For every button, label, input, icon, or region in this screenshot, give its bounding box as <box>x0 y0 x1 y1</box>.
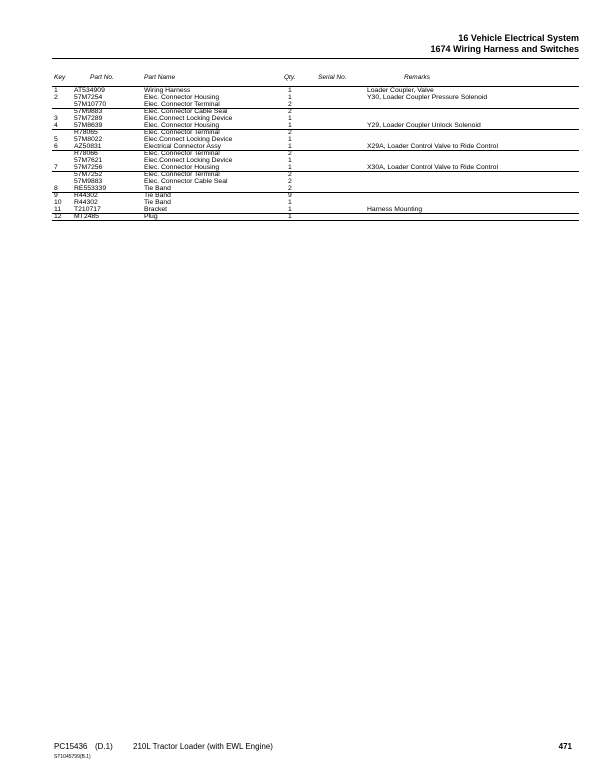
row-qty: 2 <box>288 178 292 185</box>
col-header-qty: Qty. <box>284 74 296 81</box>
row-remarks: X29A, Loader Control Valve to Ride Control <box>367 143 498 150</box>
row-key: 3 <box>54 115 58 122</box>
group-title: 1674 Wiring Harness and Switches <box>430 44 579 54</box>
row-remarks: Y30, Loader Coupler Pressure Solenoid <box>367 94 488 101</box>
row-part-no: R44302 <box>74 199 98 206</box>
row-qty: 1 <box>288 136 292 143</box>
row-key: 4 <box>54 122 58 129</box>
page-number: 471 <box>558 742 572 751</box>
row-part-name: Bracket <box>144 206 168 213</box>
row-part-name: Elec.Connect Locking Device <box>144 136 233 143</box>
row-key: 7 <box>54 164 58 171</box>
table-row <box>0 101 600 108</box>
table-row <box>0 129 600 136</box>
table-row <box>0 108 600 115</box>
header-divider <box>52 58 579 59</box>
table-row <box>0 94 600 101</box>
table-row <box>0 136 600 143</box>
row-part-name: Elec. Connector Terminal <box>144 171 220 178</box>
row-part-name: Elec.Connect Locking Device <box>144 115 233 122</box>
row-part-name: Elec. Connector Terminal <box>144 150 220 157</box>
row-part-no: R44302 <box>74 192 98 199</box>
row-qty: 1 <box>288 199 292 206</box>
table-row <box>0 213 600 220</box>
row-part-name: Plug <box>144 213 158 220</box>
row-part-name: Elec.Connect Locking Device <box>144 157 233 164</box>
table-row <box>0 87 600 94</box>
row-qty: 2 <box>288 185 292 192</box>
row-qty: 2 <box>288 129 292 136</box>
row-key: 12 <box>54 213 62 220</box>
table-row <box>0 178 600 185</box>
row-key: 2 <box>54 94 58 101</box>
table-row <box>0 150 600 157</box>
row-part-name: Elec. Connector Housing <box>144 122 220 129</box>
col-header-key: Key <box>54 74 66 81</box>
row-key: 9 <box>54 192 58 199</box>
col-header-part-no: Part No. <box>90 74 114 81</box>
row-part-no: 57M9883 <box>74 108 103 115</box>
row-qty: 1 <box>288 164 292 171</box>
row-qty: 1 <box>288 87 292 94</box>
row-key: 8 <box>54 185 58 192</box>
table-row <box>0 122 600 129</box>
col-header-part-name: Part Name <box>144 74 176 81</box>
row-qty: 9 <box>288 192 292 199</box>
col-header-serial-no: Serial No. <box>318 74 347 81</box>
row-qty: 1 <box>288 115 292 122</box>
row-part-name: Elec. Connector Terminal <box>144 129 220 136</box>
table-row <box>0 157 600 164</box>
row-part-name: Elec. Connector Cable Seal <box>144 108 228 115</box>
row-part-no: T210717 <box>74 206 101 213</box>
row-key: 5 <box>54 136 58 143</box>
table-row <box>0 192 600 199</box>
row-qty: 1 <box>288 94 292 101</box>
table-row <box>0 206 600 213</box>
section-title: 16 Vehicle Electrical System <box>458 33 579 43</box>
row-part-no: RE553339 <box>74 185 107 192</box>
row-part-no: 57M7289 <box>74 115 103 122</box>
row-part-no: AZ50831 <box>74 143 102 150</box>
row-qty: 1 <box>288 157 292 164</box>
row-qty: 2 <box>288 171 292 178</box>
footer-revision: (D.1) <box>95 742 113 751</box>
table-row <box>0 143 600 150</box>
row-qty: 1 <box>288 122 292 129</box>
table-row <box>0 171 600 178</box>
row-qty: 2 <box>288 150 292 157</box>
row-key: 1 <box>54 87 58 94</box>
row-qty: 1 <box>288 206 292 213</box>
row-key: 11 <box>54 206 62 213</box>
row-qty: 2 <box>288 101 292 108</box>
row-part-no: 57M7254 <box>74 94 103 101</box>
row-qty: 1 <box>288 143 292 150</box>
row-part-name: Electrical Connector Assy <box>144 143 222 150</box>
table-row <box>0 185 600 192</box>
row-part-no: AT534909 <box>74 87 105 94</box>
row-part-no: R78066 <box>74 150 98 157</box>
row-part-name: Elec. Connector Terminal <box>144 101 220 108</box>
row-part-name: Elec. Connector Housing <box>144 94 220 101</box>
table-row <box>0 199 600 206</box>
footer-title: 210L Tractor Loader (with EWL Engine) <box>133 742 273 751</box>
footer-doc-code: PC15436 <box>54 742 88 751</box>
row-part-no: 57M7256 <box>74 164 103 171</box>
row-part-no: 57M7252 <box>74 171 103 178</box>
row-part-no: MT2485 <box>74 213 99 220</box>
row-part-name: Tie Band <box>144 199 171 206</box>
table-row <box>0 115 600 122</box>
footer-ref: ST1045799(B.1) <box>54 754 91 760</box>
row-part-no: 57M8639 <box>74 122 103 129</box>
col-header-remarks: Remarks <box>404 74 431 81</box>
row-part-no: 57M10770 <box>74 101 107 108</box>
row-part-no: R78065 <box>74 129 98 136</box>
row-part-no: 57M9883 <box>74 178 103 185</box>
row-qty: 1 <box>288 213 292 220</box>
row-part-no: 57M8022 <box>74 136 103 143</box>
row-remarks: Y29, Loader Coupler Unlock Solenoid <box>367 122 481 129</box>
row-part-name: Tie Band <box>144 192 171 199</box>
row-part-name: Tie Band <box>144 185 171 192</box>
row-part-name: Elec. Connector Housing <box>144 164 220 171</box>
row-remarks: Harness Mounting <box>367 206 423 213</box>
row-part-name: Wiring Harness <box>144 87 191 94</box>
table-row <box>0 164 600 171</box>
row-group-divider <box>52 220 579 221</box>
row-remarks: X30A, Loader Control Valve to Ride Control <box>367 164 498 171</box>
row-key: 6 <box>54 143 58 150</box>
row-part-no: 57M7621 <box>74 157 103 164</box>
row-qty: 2 <box>288 108 292 115</box>
row-part-name: Elec. Connector Cable Seal <box>144 178 228 185</box>
row-key: 10 <box>54 199 62 206</box>
row-remarks: Loader Coupler, Valve <box>367 87 434 94</box>
